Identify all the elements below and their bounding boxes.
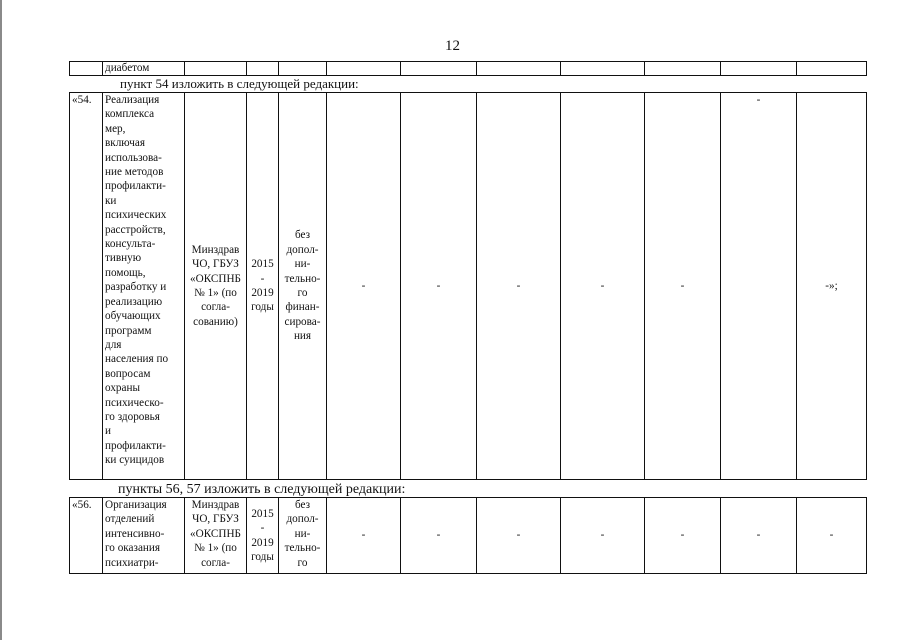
cell-name: Организация отделений интенсивно- го оказания психиатри-: [103, 498, 185, 574]
cell-value: [477, 62, 561, 76]
table-row-56: [69, 497, 867, 574]
table-row: [70, 93, 867, 480]
cell-value: -: [401, 93, 477, 480]
instruction-text-54: пункт 54 изложить в следующей редакции:: [120, 76, 359, 91]
cell-number: [70, 62, 103, 76]
cell-value: -: [401, 498, 477, 574]
cell-name: диабетом: [103, 62, 185, 76]
cell-value: [327, 62, 401, 76]
cell-value: -: [645, 498, 721, 574]
cell-funding: без допол- ни- тельно- го: [279, 498, 327, 574]
table-top-fragment: [69, 61, 867, 76]
cell-period: [247, 62, 279, 76]
cell-period: 2015 - 2019 годы: [247, 498, 279, 574]
cell-value: -: [477, 498, 561, 574]
cell-executor: [185, 62, 247, 76]
cell-value: -: [797, 498, 867, 574]
cell-value: -: [561, 498, 645, 574]
cell-value: -: [645, 93, 721, 480]
cell-value: -: [561, 93, 645, 480]
instruction-text-56: пункты 56, 57 изложить в следующей редакции:: [118, 482, 406, 497]
cell-value: -: [327, 93, 401, 480]
cell-value: [401, 62, 477, 76]
cell-value: -: [721, 93, 797, 480]
page-number: 12: [445, 38, 460, 54]
page-edge-line: [0, 0, 2, 640]
cell-executor: Минздрав ЧО, ГБУЗ «ОКСПНБ № 1» (по согла- сованию): [185, 93, 247, 480]
cell-value-last: -»;: [797, 93, 867, 480]
cell-value: [645, 62, 721, 76]
cell-value: -: [721, 498, 797, 574]
cell-period: 2015 - 2019 годы: [247, 93, 279, 480]
table-row-54: [69, 92, 867, 480]
cell-funding: без допол- ни- тельно- го финан- сирова- ния: [279, 93, 327, 480]
cell-number: «54.: [70, 93, 103, 480]
cell-executor: Минздрав ЧО, ГБУЗ «ОКСПНБ № 1» (по согла-: [185, 498, 247, 574]
cell-name: Реализация комплекса мер, включая использова- ние методов профилакти- ки психических расстройств, консульта- тивную помощь, разработку и реализацию обучающих программ для населения по вопросам охраны психическо- го здоровья и профилакти- ки суицидов: [103, 93, 185, 480]
cell-funding: [279, 62, 327, 76]
cell-value: [561, 62, 645, 76]
table-row: [70, 62, 867, 76]
cell-value: [721, 62, 797, 76]
table-row: [70, 498, 867, 574]
cell-value: [797, 62, 867, 76]
cell-number: «56.: [70, 498, 103, 574]
cell-value: -: [327, 498, 401, 574]
cell-value: -: [477, 93, 561, 480]
